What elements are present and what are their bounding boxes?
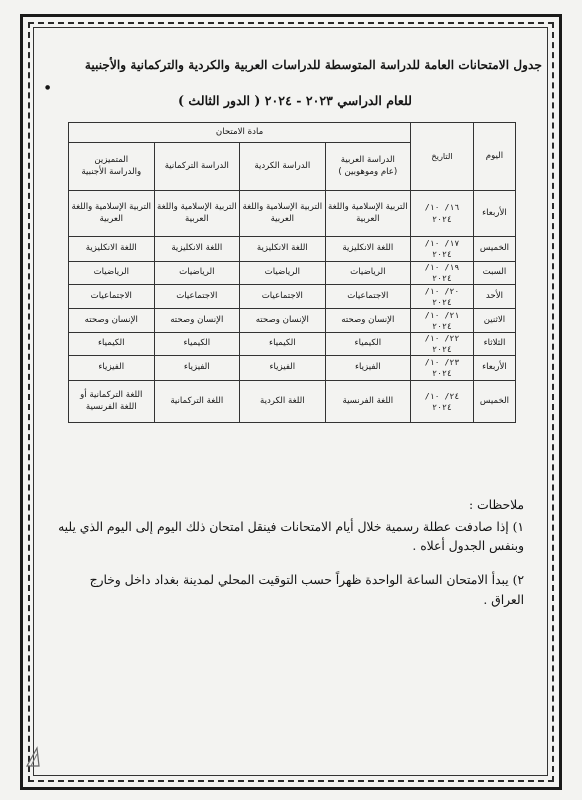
day-cell: الأربعاء: [473, 356, 515, 381]
turkmen-subject-cell: الفيزياء: [154, 356, 240, 381]
arabic-subject-cell: التربية الإسلامية واللغة العربية: [325, 191, 411, 237]
table-row: [69, 262, 516, 285]
foreign-subject-cell: اللغة التركمانية أو اللغة الفرنسية: [69, 381, 155, 423]
date-cell: ٢٣/ ١٠/ ٢٠٢٤: [411, 356, 474, 381]
notes-heading: ملاحظات :: [469, 498, 524, 512]
kurdish-subject-cell: الكيمياء: [240, 333, 326, 356]
notes-section: [54, 496, 524, 610]
arabic-subject-cell: الفيزياء: [325, 356, 411, 381]
turkmen-subject-cell: الاجتماعيات: [154, 285, 240, 309]
kurdish-subject-cell: اللغة الكردية: [240, 381, 326, 423]
day-cell: الاثنين: [473, 309, 515, 333]
turkmen-subject-cell: الكيمياء: [154, 333, 240, 356]
table-row: [69, 309, 516, 333]
turkmen-subject-cell: الرياضيات: [154, 262, 240, 285]
day-cell: الثلاثاء: [473, 333, 515, 356]
exam-schedule-table: [68, 122, 516, 423]
day-cell: الأحد: [473, 285, 515, 309]
header-foreign-line1: المتميزين: [94, 154, 129, 165]
date-cell: ١٧/ ١٠/ ٢٠٢٤: [411, 237, 474, 262]
turkmen-subject-cell: التربية الإسلامية واللغة العربية: [154, 191, 240, 237]
date-cell: ٢٢/ ١٠/ ٢٠٢٤: [411, 333, 474, 356]
arabic-subject-cell: اللغة الفرنسية: [325, 381, 411, 423]
document-title: جدول الامتحانات العامة للدراسة المتوسطة للدراسات العربية والكردية والتركمانية والأجنبية: [84, 58, 542, 72]
note-item: ٢) يبدأ الامتحان الساعة الواحدة ظهراً حسب التوقيت المحلي لمدينة بغداد داخل وخارج العراق .: [89, 573, 524, 607]
arabic-subject-cell: الإنسان وصحته: [325, 309, 411, 333]
turkmen-subject-cell: اللغة التركمانية: [154, 381, 240, 423]
arabic-subject-cell: اللغة الانكليزية: [325, 237, 411, 262]
header-day: اليوم: [473, 123, 515, 191]
kurdish-subject-cell: التربية الإسلامية واللغة العربية: [240, 191, 326, 237]
bullet-mark-icon: ●: [45, 84, 51, 91]
turkmen-subject-cell: اللغة الانكليزية: [154, 237, 240, 262]
kurdish-subject-cell: اللغة الانكليزية: [240, 237, 326, 262]
arabic-subject-cell: الرياضيات: [325, 262, 411, 285]
header-arabic-line1: الدراسة العربية: [340, 154, 395, 165]
page-corner-fold-icon: [25, 742, 51, 768]
table-row: [69, 333, 516, 356]
date-cell: ٢٠/ ١٠/ ٢٠٢٤: [411, 285, 474, 309]
kurdish-subject-cell: الرياضيات: [240, 262, 326, 285]
foreign-subject-cell: اللغة الانكليزية: [69, 237, 155, 262]
date-cell: ٢١/ ١٠/ ٢٠٢٤: [411, 309, 474, 333]
header-arabic-line2: (عام وموهوبين ): [338, 166, 398, 177]
table-row: [69, 285, 516, 309]
header-turkmen-study: الدراسة التركمانية: [154, 143, 240, 191]
date-cell: ١٩/ ١٠/ ٢٠٢٤: [411, 262, 474, 285]
kurdish-subject-cell: الفيزياء: [240, 356, 326, 381]
foreign-subject-cell: الكيمياء: [69, 333, 155, 356]
date-cell: ١٦/ ١٠/ ٢٠٢٤: [411, 191, 474, 237]
academic-year-subtitle: للعام الدراسي ٢٠٢٣ - ٢٠٢٤ ( الدور الثالث ): [178, 93, 412, 108]
date-cell: ٢٤/ ١٠/ ٢٠٢٤: [411, 381, 474, 423]
table-row: [69, 381, 516, 423]
table-row: [69, 191, 516, 237]
arabic-subject-cell: الكيمياء: [325, 333, 411, 356]
header-kurdish-study: الدراسة الكردية: [240, 143, 326, 191]
header-subject-group: مادة الامتحان: [69, 123, 411, 143]
foreign-subject-cell: الاجتماعيات: [69, 285, 155, 309]
header-date: التاريخ: [411, 123, 474, 191]
foreign-subject-cell: الفيزياء: [69, 356, 155, 381]
kurdish-subject-cell: الإنسان وصحته: [240, 309, 326, 333]
table-row: [69, 356, 516, 381]
foreign-subject-cell: التربية الإسلامية واللغة العربية: [69, 191, 155, 237]
note-item: ١) إذا صادفت عطلة رسمية خلال أيام الامتحانات فينقل امتحان ذلك اليوم إلى اليوم الذي يليه وبنفس الجدول أعلاه .: [58, 519, 524, 554]
day-cell: الخميس: [473, 381, 515, 423]
arabic-subject-cell: الاجتماعيات: [325, 285, 411, 309]
header-arabic-study: [325, 143, 411, 191]
table-row: [69, 237, 516, 262]
header-foreign-study: [69, 143, 155, 191]
day-cell: الخميس: [473, 237, 515, 262]
header-foreign-line2: والدراسة الأجنبية: [81, 166, 142, 177]
foreign-subject-cell: الرياضيات: [69, 262, 155, 285]
foreign-subject-cell: الإنسان وصحته: [69, 309, 155, 333]
day-cell: السبت: [473, 262, 515, 285]
day-cell: الأربعاء: [473, 191, 515, 237]
kurdish-subject-cell: الاجتماعيات: [240, 285, 326, 309]
turkmen-subject-cell: الإنسان وصحته: [154, 309, 240, 333]
